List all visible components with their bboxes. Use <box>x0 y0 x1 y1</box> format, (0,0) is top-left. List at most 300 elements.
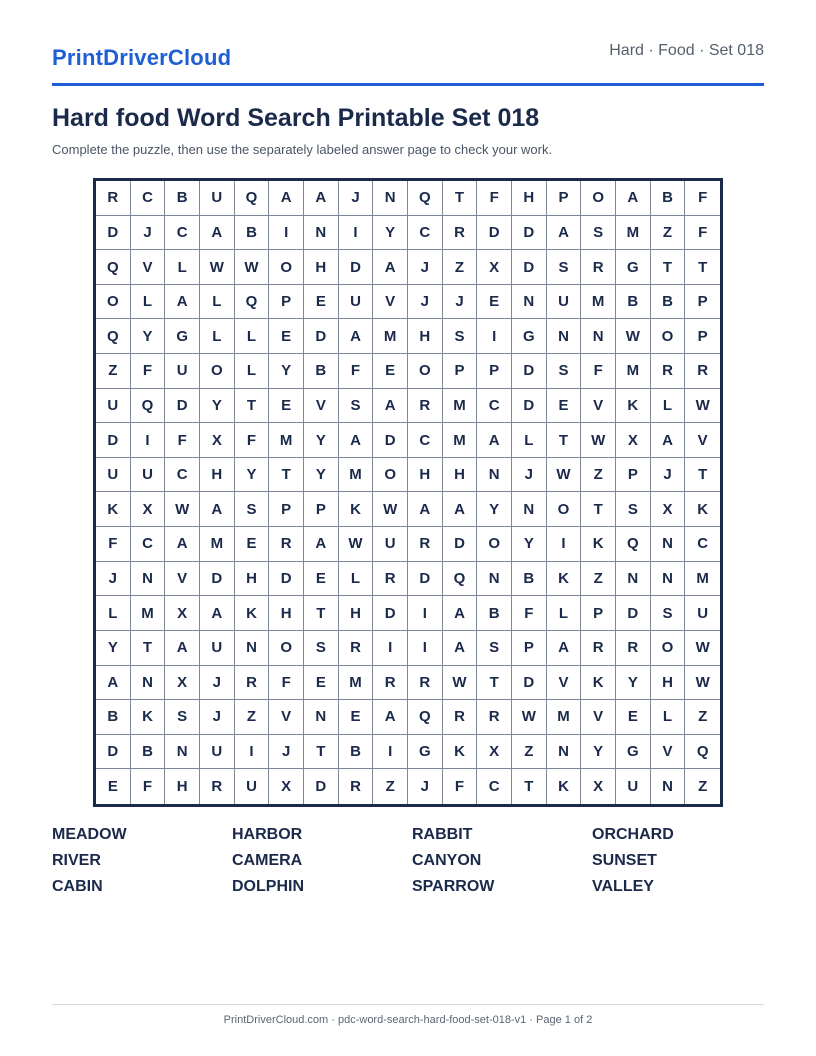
grid-cell: D <box>96 735 131 770</box>
grid-cell: R <box>339 769 374 804</box>
grid-cell: Q <box>131 389 166 424</box>
grid-cell: B <box>512 562 547 597</box>
grid-cell: G <box>408 735 443 770</box>
grid-cell: U <box>200 735 235 770</box>
word-search-grid <box>93 178 723 807</box>
grid-cell: U <box>235 769 270 804</box>
grid-cell: S <box>304 631 339 666</box>
grid-cell: V <box>269 700 304 735</box>
grid-cell: W <box>235 250 270 285</box>
grid-cell: D <box>443 527 478 562</box>
word-list-item: SUNSET <box>592 852 657 869</box>
grid-cell: F <box>685 216 720 251</box>
grid-cell: E <box>477 285 512 320</box>
grid-cell: T <box>131 631 166 666</box>
grid-cell: B <box>651 285 686 320</box>
grid-cell: K <box>547 562 582 597</box>
grid-cell: C <box>408 423 443 458</box>
grid-cell: O <box>477 527 512 562</box>
grid-cell: N <box>512 285 547 320</box>
word-list-item: CAMERA <box>232 852 303 869</box>
grid-cell: W <box>581 423 616 458</box>
grid-cell: Z <box>651 216 686 251</box>
grid-cell: M <box>616 216 651 251</box>
grid-cell: V <box>685 423 720 458</box>
grid-cell: G <box>616 250 651 285</box>
grid-cell: A <box>339 423 374 458</box>
grid-cell: H <box>408 458 443 493</box>
grid-cell: X <box>165 666 200 701</box>
grid-cell: B <box>96 700 131 735</box>
grid-cell: W <box>512 700 547 735</box>
grid-cell: H <box>304 250 339 285</box>
grid-cell: N <box>547 319 582 354</box>
grid-cell: P <box>685 319 720 354</box>
grid-cell: J <box>443 285 478 320</box>
grid-cell: D <box>96 216 131 251</box>
grid-cell: P <box>512 631 547 666</box>
grid-cell: Q <box>443 562 478 597</box>
grid-cell: T <box>304 596 339 631</box>
grid-cell: N <box>616 562 651 597</box>
grid-cell: A <box>269 181 304 216</box>
grid-cell: B <box>339 735 374 770</box>
word-list-item: DOLPHIN <box>232 878 304 895</box>
grid-cell: W <box>685 389 720 424</box>
grid-cell: D <box>408 562 443 597</box>
grid-cell: K <box>96 492 131 527</box>
word-list-item: ORCHARD <box>592 826 674 843</box>
grid-cell: E <box>373 354 408 389</box>
grid-cell: S <box>581 216 616 251</box>
grid-cell: R <box>408 389 443 424</box>
grid-cell: R <box>443 700 478 735</box>
grid-cell: O <box>373 458 408 493</box>
grid-cell: H <box>408 319 443 354</box>
grid-cell: J <box>200 700 235 735</box>
grid-cell: Z <box>685 700 720 735</box>
word-list-item: HARBOR <box>232 826 303 843</box>
grid-cell: A <box>373 389 408 424</box>
grid-cell: M <box>685 562 720 597</box>
grid-cell: Y <box>616 666 651 701</box>
grid-cell: T <box>547 423 582 458</box>
grid-cell: A <box>304 181 339 216</box>
grid-cell: T <box>235 389 270 424</box>
grid-cell: D <box>512 389 547 424</box>
grid-cell: A <box>547 631 582 666</box>
grid-cell: D <box>512 216 547 251</box>
grid-cell: E <box>339 700 374 735</box>
grid-cell: A <box>477 423 512 458</box>
grid-cell: C <box>131 527 166 562</box>
grid-cell: T <box>269 458 304 493</box>
grid-cell: D <box>96 423 131 458</box>
grid-cell: W <box>339 527 374 562</box>
grid-cell: B <box>131 735 166 770</box>
grid-cell: E <box>304 562 339 597</box>
grid-cell: D <box>373 423 408 458</box>
grid-cell: D <box>616 596 651 631</box>
grid-cell: J <box>512 458 547 493</box>
grid-cell: K <box>339 492 374 527</box>
brand-logo[interactable]: PrintDriverCloud <box>52 45 232 70</box>
grid-cell: J <box>131 216 166 251</box>
grid-cell: U <box>339 285 374 320</box>
grid-cell: I <box>408 596 443 631</box>
grid-cell: E <box>269 319 304 354</box>
grid-cell: N <box>131 666 166 701</box>
grid-cell: E <box>304 666 339 701</box>
grid-cell: D <box>304 769 339 804</box>
grid-cell: R <box>477 700 512 735</box>
grid-cell: T <box>512 769 547 804</box>
word-list <box>52 826 764 904</box>
grid-cell: Y <box>304 423 339 458</box>
grid-cell: J <box>408 285 443 320</box>
grid-cell: D <box>339 250 374 285</box>
grid-cell: S <box>339 389 374 424</box>
grid-cell: I <box>477 319 512 354</box>
grid-cell: L <box>547 596 582 631</box>
grid-cell: I <box>339 216 374 251</box>
grid-cell: W <box>685 631 720 666</box>
grid-cell: A <box>200 216 235 251</box>
grid-cell: R <box>685 354 720 389</box>
grid-cell: C <box>685 527 720 562</box>
grid-cell: Q <box>235 181 270 216</box>
grid-cell: C <box>408 216 443 251</box>
grid-cell: A <box>651 423 686 458</box>
grid-cell: X <box>581 769 616 804</box>
grid-cell: F <box>235 423 270 458</box>
grid-cell: L <box>339 562 374 597</box>
grid-cell: Z <box>373 769 408 804</box>
grid-cell: I <box>373 631 408 666</box>
grid-cell: F <box>512 596 547 631</box>
grid-cell: M <box>200 527 235 562</box>
grid-cell: W <box>547 458 582 493</box>
grid-cell: Y <box>269 354 304 389</box>
grid-cell: K <box>547 769 582 804</box>
grid-cell: R <box>200 769 235 804</box>
grid-cell: P <box>547 181 582 216</box>
grid-cell: Q <box>408 181 443 216</box>
grid-cell: A <box>373 250 408 285</box>
grid-cell: Y <box>512 527 547 562</box>
grid-cell: F <box>339 354 374 389</box>
grid-cell: S <box>477 631 512 666</box>
grid-cell: Z <box>698 778 708 796</box>
grid-cell: H <box>235 562 270 597</box>
grid-cell: S <box>547 354 582 389</box>
page-title: Hard food Word Search Printable Set 018 <box>52 104 540 132</box>
grid-cell: U <box>200 181 235 216</box>
grid-cell: Y <box>200 389 235 424</box>
grid-cell: A <box>443 492 478 527</box>
grid-cell: A <box>443 596 478 631</box>
grid-cell: E <box>96 769 131 804</box>
grid-cell: Y <box>96 631 131 666</box>
grid-cell: C <box>165 458 200 493</box>
grid-cell: P <box>304 492 339 527</box>
grid-cell: O <box>96 285 131 320</box>
grid-cell: G <box>616 735 651 770</box>
grid-cell: F <box>165 423 200 458</box>
grid-cell: N <box>373 181 408 216</box>
grid-cell: R <box>651 354 686 389</box>
grid-cell: H <box>165 769 200 804</box>
grid-cell: N <box>235 631 270 666</box>
grid-cell: G <box>165 319 200 354</box>
grid-cell: K <box>616 389 651 424</box>
grid-cell: O <box>651 319 686 354</box>
grid-cell: Z <box>235 700 270 735</box>
grid-cell: L <box>96 596 131 631</box>
grid-cell: L <box>165 250 200 285</box>
grid-cell: W <box>373 492 408 527</box>
grid-cell: D <box>304 319 339 354</box>
grid-cell: U <box>373 527 408 562</box>
grid-cell: X <box>651 492 686 527</box>
grid-cell: O <box>547 492 582 527</box>
grid-cell: K <box>581 527 616 562</box>
grid-cell: R <box>96 181 131 216</box>
header-divider <box>52 83 764 86</box>
grid-cell: C <box>165 216 200 251</box>
grid-cell: L <box>512 423 547 458</box>
grid-cell: R <box>581 250 616 285</box>
grid-cell: N <box>651 527 686 562</box>
grid-cell: P <box>443 354 478 389</box>
grid-cell: M <box>443 389 478 424</box>
grid-cell: K <box>443 735 478 770</box>
grid-cell: E <box>616 700 651 735</box>
grid-cell: L <box>651 389 686 424</box>
grid-cell: N <box>581 319 616 354</box>
grid-cell: A <box>339 319 374 354</box>
grid-cell: V <box>131 250 166 285</box>
grid-cell: M <box>616 354 651 389</box>
grid-cell: N <box>512 492 547 527</box>
word-list-item: SPARROW <box>412 878 495 895</box>
grid-cell: Q <box>685 735 720 770</box>
grid-cell: G <box>512 319 547 354</box>
grid-cell: O <box>651 631 686 666</box>
grid-cell: N <box>651 769 686 804</box>
grid-cell: Z <box>512 735 547 770</box>
grid-cell: V <box>581 389 616 424</box>
grid-cell: X <box>269 769 304 804</box>
word-list-item: CANYON <box>412 852 482 869</box>
grid-cell: O <box>269 631 304 666</box>
grid-cell: B <box>165 181 200 216</box>
grid-cell: D <box>512 354 547 389</box>
grid-cell: W <box>443 666 478 701</box>
grid-cell: A <box>165 285 200 320</box>
grid-cell: U <box>685 596 720 631</box>
grid-cell: Q <box>96 319 131 354</box>
grid-cell: Y <box>131 319 166 354</box>
grid-cell: P <box>616 458 651 493</box>
grid-cell: P <box>581 596 616 631</box>
grid-cell: O <box>581 181 616 216</box>
grid-cell: M <box>581 285 616 320</box>
grid-cell: S <box>651 596 686 631</box>
grid-cell: J <box>96 562 131 597</box>
grid-cell: P <box>685 285 720 320</box>
grid-cell: O <box>269 250 304 285</box>
grid-cell: U <box>96 458 131 493</box>
footer-divider <box>52 1004 764 1005</box>
grid-cell: A <box>443 631 478 666</box>
grid-cell: L <box>131 285 166 320</box>
grid-cell: T <box>477 666 512 701</box>
grid-cell: Z <box>581 562 616 597</box>
grid-cell: J <box>339 181 374 216</box>
grid-cell: W <box>200 250 235 285</box>
grid-cell: H <box>651 666 686 701</box>
grid-cell: Z <box>96 354 131 389</box>
grid-cell: I <box>131 423 166 458</box>
breadcrumb: Hard · Food · Set 018 <box>609 42 764 59</box>
grid-cell: V <box>581 700 616 735</box>
grid-cell: F <box>477 181 512 216</box>
grid-cell: I <box>373 735 408 770</box>
grid-cell: Z <box>581 458 616 493</box>
grid-cell: F <box>96 527 131 562</box>
grid-cell: A <box>373 700 408 735</box>
grid-cell: C <box>477 769 512 804</box>
word-list-item: RABBIT <box>412 826 473 843</box>
grid-cell: M <box>339 666 374 701</box>
word-list-item: CABIN <box>52 878 103 895</box>
grid-cell: U <box>616 769 651 804</box>
grid-cell: D <box>269 562 304 597</box>
grid-cell: H <box>200 458 235 493</box>
grid-cell: P <box>269 285 304 320</box>
grid-cell: A <box>96 666 131 701</box>
grid-cell: N <box>304 700 339 735</box>
grid-cell: L <box>235 354 270 389</box>
grid-cell: R <box>408 666 443 701</box>
grid-cell: M <box>131 596 166 631</box>
grid-cell: I <box>408 631 443 666</box>
grid-cell: A <box>165 527 200 562</box>
grid-cell: K <box>131 700 166 735</box>
grid-cell: J <box>408 250 443 285</box>
grid-cell: N <box>477 562 512 597</box>
grid-cell: A <box>165 631 200 666</box>
word-list-item: RIVER <box>52 852 101 869</box>
grid-cell: X <box>616 423 651 458</box>
grid-cell: J <box>200 666 235 701</box>
grid-cell: N <box>651 562 686 597</box>
grid-cell: E <box>235 527 270 562</box>
grid-cell: F <box>131 354 166 389</box>
grid-cell: J <box>269 735 304 770</box>
grid-cell: T <box>685 458 720 493</box>
grid-cell: F <box>131 769 166 804</box>
grid-cell: B <box>304 354 339 389</box>
grid-cell: S <box>443 319 478 354</box>
grid-cell: V <box>651 735 686 770</box>
grid-cell: R <box>373 562 408 597</box>
grid-cell: D <box>512 250 547 285</box>
page-footer: PrintDriverCloud.com · pdc-word-search-hard-food-set-018-v1 · Page 1 of 2 <box>223 1014 593 1026</box>
grid-cell: R <box>235 666 270 701</box>
grid-cell: T <box>581 492 616 527</box>
grid-cell: Y <box>477 492 512 527</box>
grid-cell: L <box>200 319 235 354</box>
grid-cell: S <box>235 492 270 527</box>
grid-cell: Y <box>235 458 270 493</box>
grid-cell: D <box>477 216 512 251</box>
grid-cell: X <box>477 250 512 285</box>
grid-cell: D <box>512 666 547 701</box>
grid-cell: J <box>651 458 686 493</box>
grid-cell: V <box>373 285 408 320</box>
grid-cell: M <box>339 458 374 493</box>
grid-cell: I <box>235 735 270 770</box>
grid-cell: I <box>269 216 304 251</box>
grid-cell: R <box>269 527 304 562</box>
grid-cell: L <box>235 319 270 354</box>
grid-cell: Y <box>373 216 408 251</box>
grid-cell: V <box>304 389 339 424</box>
grid-cell: Y <box>581 735 616 770</box>
grid-cell: O <box>200 354 235 389</box>
grid-cell: J <box>408 769 443 804</box>
grid-cell: Q <box>616 527 651 562</box>
grid-cell: B <box>651 181 686 216</box>
grid-cell: O <box>408 354 443 389</box>
grid-cell: P <box>477 354 512 389</box>
page-subtitle: Complete the puzzle, then use the separately labeled answer page to check your work. <box>52 142 553 157</box>
grid-cell: D <box>373 596 408 631</box>
grid-cell: K <box>235 596 270 631</box>
grid-cell: W <box>616 319 651 354</box>
grid-cell: T <box>685 250 720 285</box>
grid-cell: H <box>339 596 374 631</box>
grid-cell: R <box>408 527 443 562</box>
grid-cell: X <box>165 596 200 631</box>
grid-cell: R <box>443 216 478 251</box>
grid-cell: U <box>547 285 582 320</box>
grid-cell: C <box>477 389 512 424</box>
grid-cell: N <box>477 458 512 493</box>
grid-cell: T <box>304 735 339 770</box>
grid-cell: F <box>581 354 616 389</box>
grid-cell: H <box>443 458 478 493</box>
grid-cell: A <box>304 527 339 562</box>
grid-cell: D <box>165 389 200 424</box>
grid-cell: N <box>304 216 339 251</box>
grid-cell: L <box>200 285 235 320</box>
grid-cell: X <box>131 492 166 527</box>
grid-cell: R <box>616 631 651 666</box>
grid-cell: B <box>616 285 651 320</box>
grid-cell: U <box>200 631 235 666</box>
grid-cell: C <box>131 181 166 216</box>
grid-cell: F <box>269 666 304 701</box>
grid-cell: N <box>547 735 582 770</box>
grid-cell: Q <box>235 285 270 320</box>
grid-cell: M <box>269 423 304 458</box>
grid-cell: M <box>547 700 582 735</box>
grid-cell: D <box>200 562 235 597</box>
grid-cell: A <box>408 492 443 527</box>
